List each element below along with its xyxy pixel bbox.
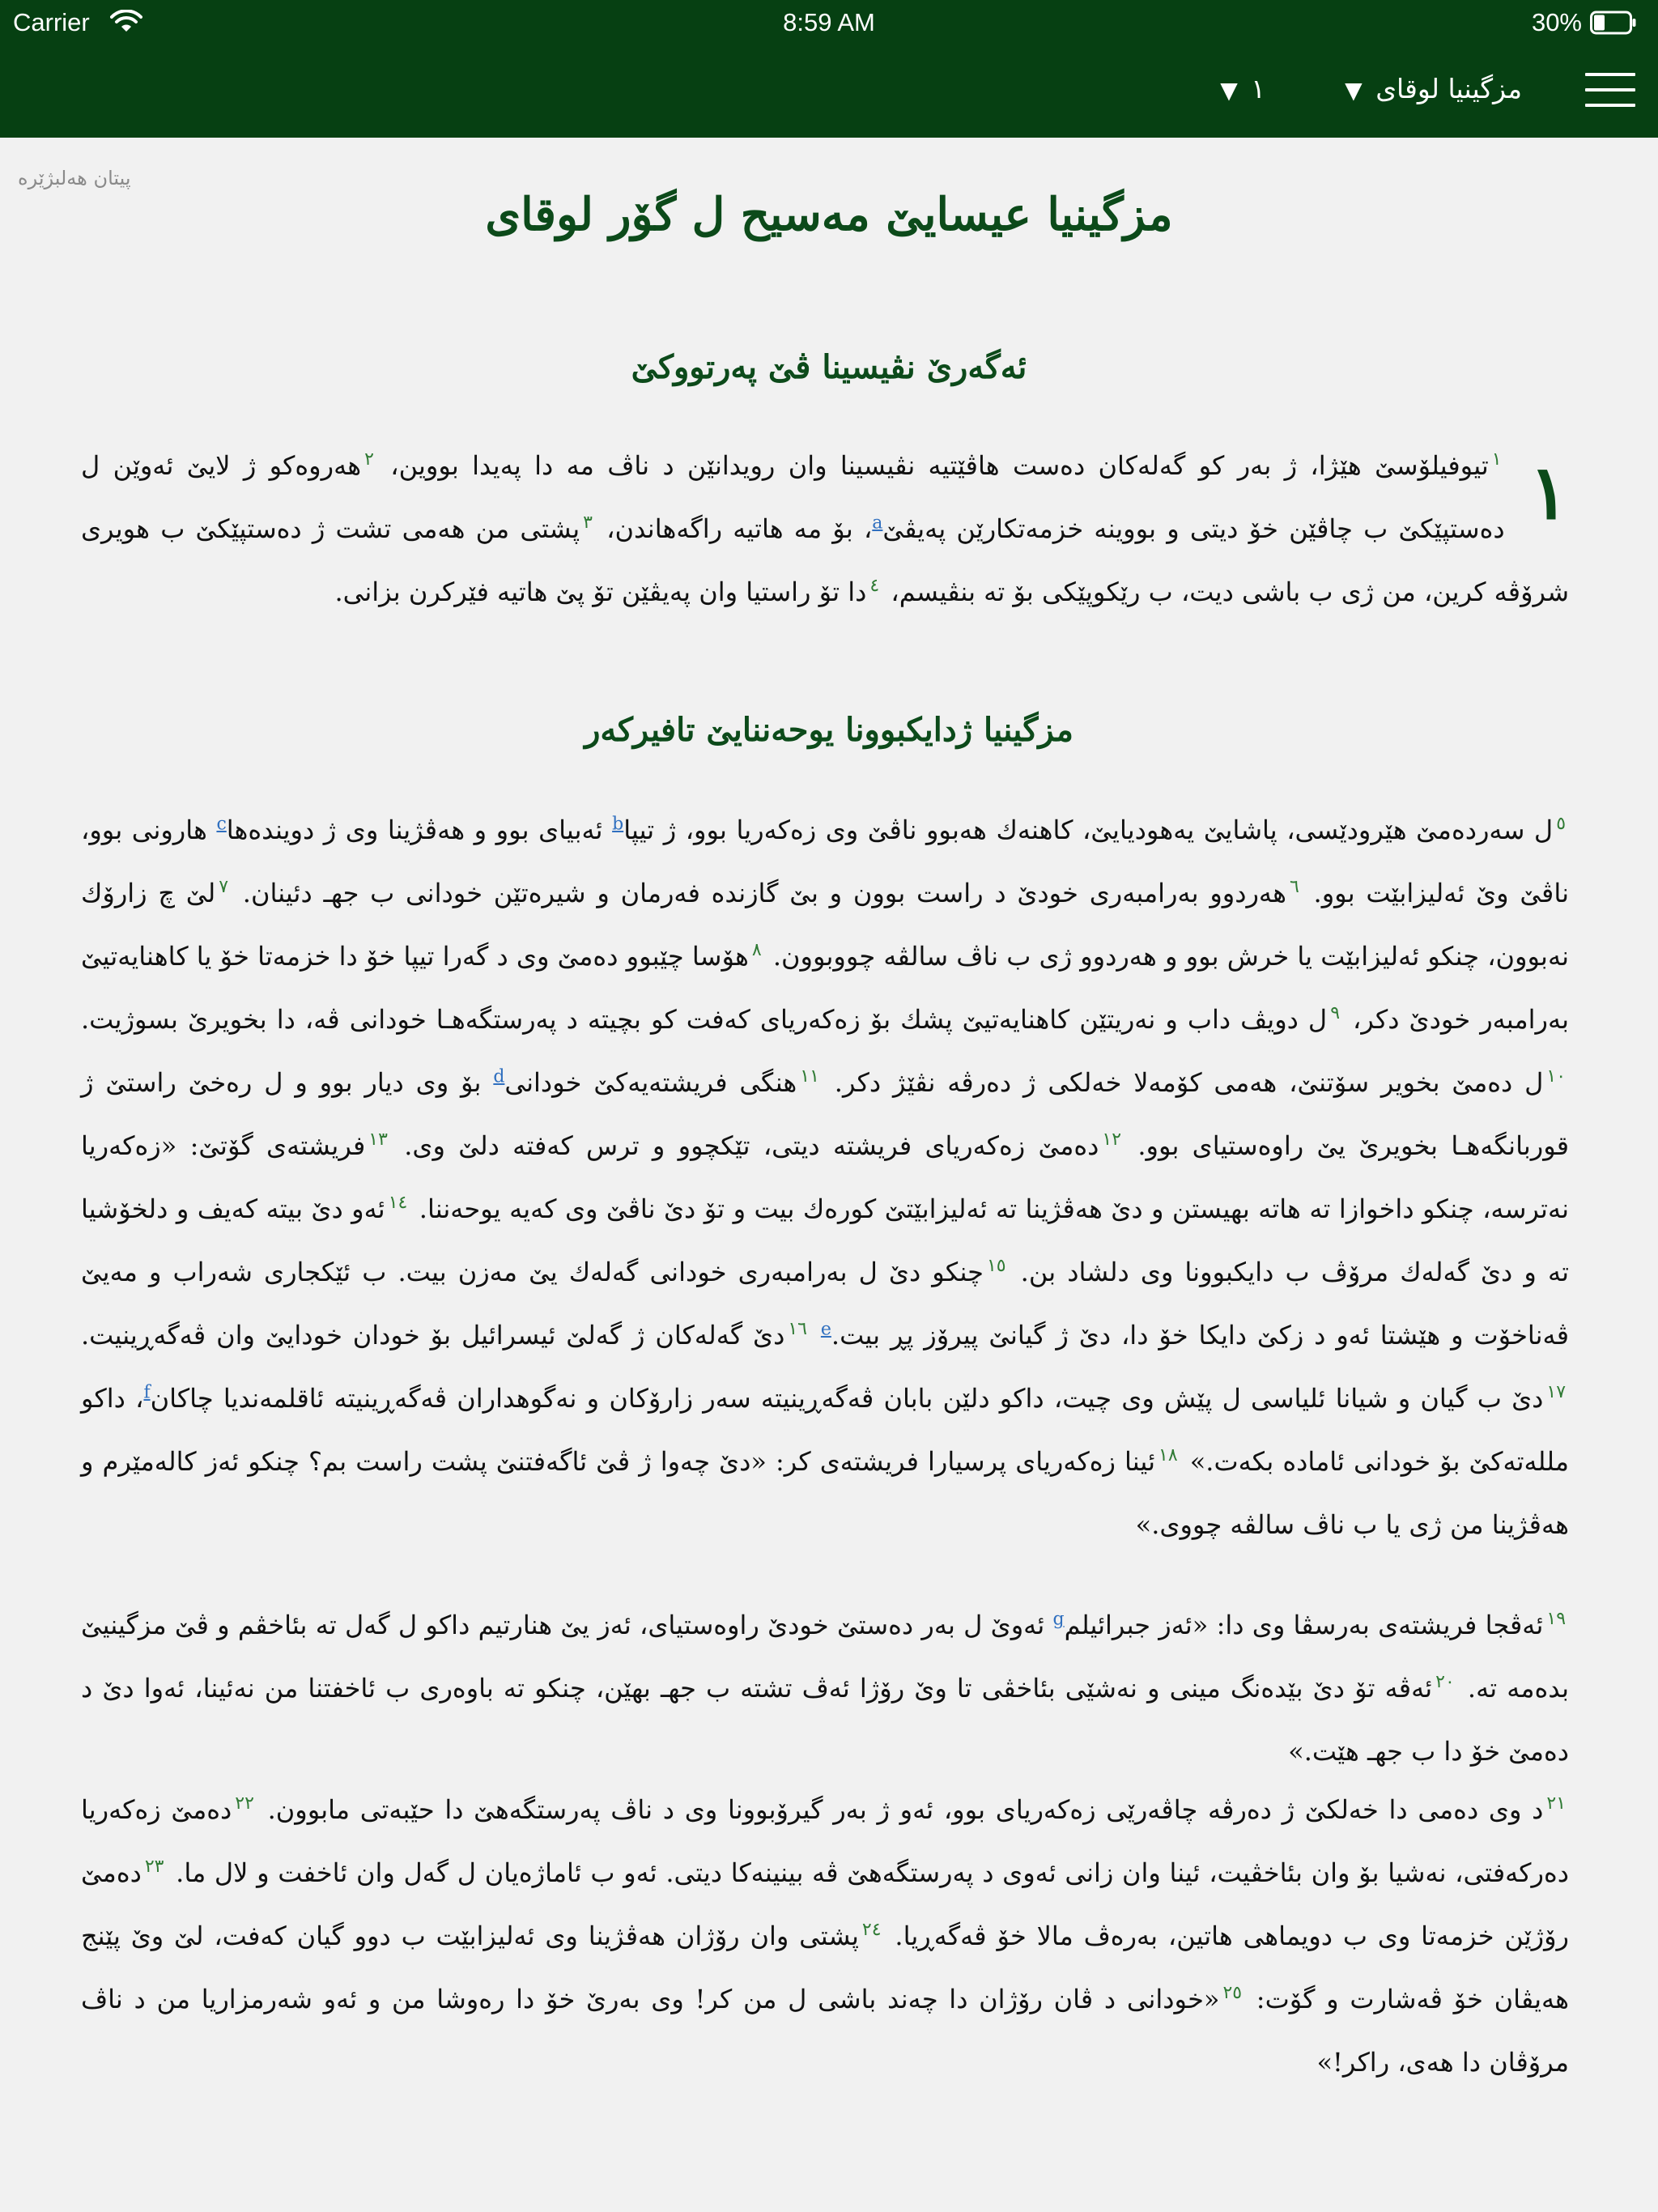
chapter-selector[interactable] — [1215, 73, 1265, 113]
verse-text: ئەو دێ بیتە کەیف و دلخۆشیا تە و دێ گەلەك مرۆڤ ب دایکبوونا وی دلشاد بن. — [81, 1193, 1570, 1287]
app-header — [0, 0, 1658, 138]
verse-text: پشتی وان رۆژان هەڤژینا وی ئەلیزابێت ب دوو گیان کەفت، لێ وێ پێنج هەیڤان خۆ ڤەشارت و گۆت: — [81, 1921, 1570, 2014]
verse-number: ١٤ — [388, 1193, 408, 1214]
verse-text: ل دەمێ بخویر سۆتنێ، هەمی کۆمەلا خەلکی ژ دەرڤە نڤێژ دکر. — [822, 1067, 1544, 1098]
verse-text: ئەبیای بوو و هەڤژینا وی ژ دویندەها — [226, 815, 613, 845]
paragraph — [81, 798, 1569, 1556]
verse-number: ٥ — [1556, 814, 1567, 835]
verse-text: ، بۆ مە هاتیە راگەهاندن، — [595, 513, 873, 544]
verse-number: ٢١ — [1546, 1793, 1567, 1814]
verse-text: دەمێ زەکەریای فریشتە دیتی، تێکچوو و ترس کەفتە دلێ وی. — [390, 1130, 1099, 1161]
footnote-link[interactable]: f — [143, 1382, 151, 1403]
verse-text: هۆسا چێبوو دەمێ وی د گەرا تیپا خۆ دا خزمەتا خۆ یا کاهنایەتیێ بەرامبەر خودێ دکر، — [81, 941, 1570, 1035]
verse-number: ١١ — [800, 1066, 819, 1087]
footnote-link[interactable]: a — [872, 513, 883, 534]
verse-text: تیوفیلۆسێ هێژا، ژ بەر کو گەلەکان دەست هاڤێتیە نڤیسینا وان رویدانێن د ناڤ مە دا پەیدا بووین، — [376, 450, 1489, 481]
chapter-number: ١ — [1528, 449, 1569, 536]
verse-text: بۆ وی دیار بوو و ل رەخێ راستێ ژ قوربانگەهـا بخویرێ یێ راوەستیای بوو. — [81, 1067, 1570, 1161]
verse-text: دا تۆ راستیا وان پەیڤێن تۆ پێ هاتیە فێرکرن بزانی. — [334, 576, 867, 607]
verse-number: ٤ — [869, 576, 880, 597]
verse-text: هارونی بوو، ناڤێ وێ ئەلیزابێت بوو. — [81, 815, 1569, 908]
verse-text: ئەڤە تۆ دێ بێدەنگ مینی و نەشێی بئاخڤی تا وێ رۆژا ئەڤ تشتە ب جهـ بهێن، چنکو تە باوەری ب ئاخفتنا من نەئینا، ئەوا دێ د دەمێ خۆ دا ب جهـ هێت.» — [81, 1673, 1569, 1767]
paragraph — [81, 434, 1569, 623]
hamburger-menu-icon[interactable] — [1585, 73, 1635, 110]
verse-text: دێ ب گیان و شیانا ئلیاسی ل پێش وی چیت، داکو دلێن بابان ڤەگەڕینیتە سەر زارۆکان و نەگوهداران ڤەگەڕینیتە ئاقلمەندیا چاکان — [150, 1383, 1544, 1414]
verse-number: ١٣ — [368, 1129, 388, 1151]
verse-text: هەردوو بەرامبەری خودێ د راست بوون و بێ گازندە فەرمان و شیرەتێن خودانی ب جهـ دئینان. — [232, 878, 1286, 908]
verse-number: ١٧ — [1546, 1382, 1567, 1403]
verse-number: ٢ — [364, 449, 374, 470]
footnote-link[interactable]: c — [216, 814, 227, 835]
verse-text: فریشتەی گۆتێ: «زەکەریا نەترسە، چنکو داخوازا تە هاتە بهیستن و دێ هەڤژینا تە ئەلیزابێتێ کورەك بیت و تۆ دێ ناڤێ وی کەیە یوحەننا. — [81, 1130, 1570, 1224]
book-title: مزگینیا عیسایێ مەسیح ل گۆر لوقای — [485, 188, 1173, 241]
verse-number: ١٢ — [1102, 1129, 1122, 1151]
paragraph-text — [81, 815, 1569, 1540]
verse-text: لێ چ زارۆك نەبوون، چنکو ئەلیزابێت یا خرش بوو و هەردوو ژی ب ناڤ سالڤە چووبوون. — [81, 878, 1570, 972]
battery-icon — [1590, 11, 1637, 35]
clock: 8:59 AM — [783, 8, 875, 36]
verse-text: دەمێ رۆژێن خزمەتا وی ب دویماهی هاتین، بەرەڤ مالا خۆ ڤەگەڕیا. — [81, 1857, 1570, 1951]
paragraph-text — [81, 450, 1569, 607]
dropdown-triangle-icon: ▼ — [1220, 77, 1238, 104]
verse-number: ٦ — [1289, 877, 1299, 898]
paragraph-text — [81, 1794, 1569, 2078]
footnote-link[interactable]: e — [820, 1319, 831, 1340]
verse-text — [810, 1320, 821, 1351]
reading-pane[interactable] — [0, 138, 1658, 2212]
paragraph — [81, 1593, 1569, 1783]
verse-text: ل دویڤ داب و نەریتێن کاهنایەتیێ پشك بۆ زەکەریای کەفت کو بچیتە د پەرستگەهـا خودانی ڤە، دا بخویرێ بسوژیت. — [81, 1004, 1328, 1035]
dropdown-triangle-icon: ▼ — [1345, 77, 1363, 104]
verse-number: ١٦ — [788, 1319, 807, 1340]
paragraph-text — [81, 1610, 1569, 1767]
verse-text: ل سەردەمێ هێرودێسی، پاشایێ یەهودیایێ، کاهنەك هەبوو ناڤێ وی زەکەریا بوو، ژ تیپا — [623, 815, 1554, 845]
paragraph — [81, 1778, 1569, 2094]
select-chapter-hint[interactable]: پیتان هەلبژێرە — [18, 167, 131, 189]
verse-text: دەمێ زەکەریا دەرکەفتی، نەشیا بۆ وان بئاخڤیت، ئینا وان زانی ئەوی د پەرستگەهێ ڤە بینینەکا دیتی. ئەو ب ئاماژەیان ل گەل وان ئاخفت و لال ما. — [81, 1794, 1569, 1888]
verse-text: چنکو دێ ل بەرامبەری خودانی گەلەك یێ مەزن بیت. ب ئێکجاری شەراب و مەیێ ڤەناخۆت و هێشتا ئەو د زکێ دایکا خۆ دا، دێ ژ گیانێ پیرۆز پڕ بیت. — [81, 1257, 1570, 1351]
verse-number: ١٨ — [1158, 1445, 1178, 1466]
verse-text: دێ گەلەکان ژ گەلێ ئیسرائیل بۆ خودان خودایێ وان ڤەگەڕینیت. — [81, 1320, 785, 1351]
status-bar — [0, 0, 1658, 45]
book-name: مزگینیا لوقای — [1375, 73, 1522, 104]
verse-text: هنگی فریشتەیەکێ خودانی — [504, 1067, 797, 1098]
verse-number: ١٠ — [1546, 1066, 1567, 1087]
verse-number: ٩ — [1330, 1003, 1341, 1024]
verse-number: ١٩ — [1546, 1609, 1567, 1630]
chapter-name: ١ — [1251, 73, 1265, 104]
section-heading: مزگینیا ژدایکبوونا یوحەننایێ تافیرکەر — [585, 711, 1073, 749]
verse-number: ٢٤ — [861, 1920, 882, 1941]
verse-number: ٢٢ — [235, 1793, 254, 1814]
verse-text: ئینا زەکەریای پرسیارا فریشتەی کر: «دێ چەوا ژ ڤێ ئاگەفتنێ پشت راست بم؟ چنکو ئەز کالەمێرم و هەڤژینا من ژی یا ب ناڤ سالڤە چووی.» — [81, 1446, 1569, 1540]
verse-number: ٧ — [219, 877, 229, 898]
verse-text: «خودانی د ڤان رۆژان دا چەند باشی ل من کر! وی بەرێ خۆ دا رەوشا من و ئەو شەرمزاریا من د ناڤ مرۆڤان دا هەی، راکر!» — [81, 1984, 1569, 2078]
verse-number: ١ — [1491, 449, 1502, 470]
verse-text: د وی دەمی دا خەلکێ ژ دەرڤە چاڤەرێی زەکەریای بوو، ئەو ژ بەر گیرۆبوونا وی د ناڤ پەرستگەهێ دا حێبەتی مابوون. — [257, 1794, 1544, 1825]
verse-number: ١٥ — [986, 1256, 1006, 1277]
carrier-label: Carrier — [13, 8, 90, 36]
verse-number: ٨ — [751, 940, 762, 961]
footnote-link[interactable]: b — [612, 814, 624, 835]
navigation-bar — [0, 45, 1658, 138]
verse-number: ٣ — [583, 513, 593, 534]
verse-text: ئەوێ ل بەر دەستێ خودێ راوەستیای، ئەز یێ هنارتیم داکو ل گەل تە بئاخڤم و ڤێ مزگینیێ بدەمە تە. — [81, 1610, 1570, 1704]
verse-number: ٢٥ — [1222, 1983, 1243, 2004]
battery-percent: 30% — [1531, 8, 1582, 36]
verse-text: ئەڤجا فریشتەی بەرسڤا وی دا: «ئەز جبرائیلم — [1064, 1610, 1544, 1640]
verse-number: ٢٠ — [1435, 1672, 1455, 1693]
footnote-link[interactable]: d — [493, 1066, 505, 1087]
footnote-link[interactable]: g — [1052, 1609, 1065, 1630]
verse-number: ٢٣ — [144, 1857, 164, 1878]
book-selector[interactable] — [1340, 73, 1522, 113]
verse-text: ، داکو مللەتەکێ بۆ خودانی ئامادە بکەت.» — [81, 1383, 1570, 1477]
section-heading: ئەگەرێ نڤیسینا ڤێ پەرتووکێ — [631, 348, 1027, 386]
verse-text: پشتی من هەمی تشت ژ دەستپێکێ ب هویری شرۆڤە کرین، من ژی ب باشی دیت، ب رێکوپێکی بۆ تە بنڤیسم، — [81, 513, 1569, 607]
verse-text: هەروەکو ژ لایێ ئەوێن ل دەستپێکێ ب چاڤێن خۆ دیتی و بووینە خزمەتکارێن پەیڤێ — [81, 450, 1505, 544]
